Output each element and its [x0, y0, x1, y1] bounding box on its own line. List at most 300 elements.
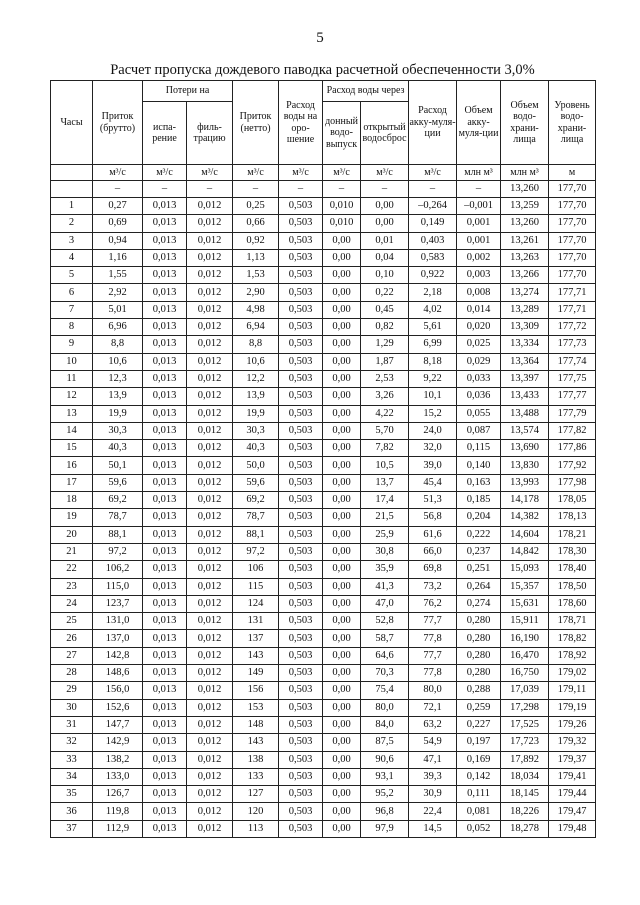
table-cell: 15,2 — [409, 405, 457, 422]
table-cell: 0,115 — [457, 440, 501, 457]
table-cell: 177,92 — [549, 457, 596, 474]
table-cell: 30,8 — [361, 543, 409, 560]
table-cell: 13,260 — [501, 215, 549, 232]
table-cell: 0,012 — [187, 336, 233, 353]
table-cell: 0,012 — [187, 751, 233, 768]
table-cell: 0,013 — [143, 284, 187, 301]
table-cell: 13,397 — [501, 370, 549, 387]
table-cell: 0,013 — [143, 768, 187, 785]
table-cell: 0,012 — [187, 665, 233, 682]
table-cell: 0,012 — [187, 474, 233, 491]
table-cell: 13,830 — [501, 457, 549, 474]
table-cell: 177,82 — [549, 422, 596, 439]
table-row — [51, 561, 596, 578]
table-cell: 178,05 — [549, 492, 596, 509]
table-row — [51, 751, 596, 768]
header-discharge-via: Расход воды через — [323, 81, 409, 102]
table-cell: 69,2 — [233, 492, 279, 509]
header-bottom-outlet: донный водо-выпуск — [323, 102, 361, 165]
table-cell: 22,4 — [409, 803, 457, 820]
table-cell: 0,280 — [457, 665, 501, 682]
table-cell: 13,433 — [501, 388, 549, 405]
table-cell: 0,00 — [361, 198, 409, 215]
table-cell: 0,00 — [361, 215, 409, 232]
table-row — [51, 284, 596, 301]
table-cell: 0,280 — [457, 630, 501, 647]
table-cell: 0,00 — [323, 595, 361, 612]
table-cell: 45,4 — [409, 474, 457, 491]
table-cell: 0,014 — [457, 301, 501, 318]
table-row — [51, 647, 596, 664]
table-cell: 178,21 — [549, 526, 596, 543]
table-cell: 8,8 — [233, 336, 279, 353]
table-cell: 97,9 — [361, 820, 409, 837]
hour-cell: 29 — [51, 682, 93, 699]
hour-cell: 15 — [51, 440, 93, 457]
table-cell: 0,013 — [143, 509, 187, 526]
table-cell: 8,8 — [93, 336, 143, 353]
table-cell: 13,259 — [501, 198, 549, 215]
table-cell: – — [457, 181, 501, 198]
table-cell: 0,012 — [187, 803, 233, 820]
table-cell: 0,012 — [187, 215, 233, 232]
table-cell: 177,71 — [549, 301, 596, 318]
table-cell: 70,3 — [361, 665, 409, 682]
table-row — [51, 768, 596, 785]
table-cell: 0,012 — [187, 820, 233, 837]
unit-cell: м³/с — [93, 165, 143, 181]
table-cell: 0,00 — [323, 613, 361, 630]
table-cell: 12,2 — [233, 370, 279, 387]
table-cell: 178,40 — [549, 561, 596, 578]
table-cell: 16,190 — [501, 630, 549, 647]
table-cell: 0,012 — [187, 492, 233, 509]
table-cell: 6,96 — [93, 319, 143, 336]
table-cell: 0,013 — [143, 578, 187, 595]
hour-cell: 5 — [51, 267, 93, 284]
table-cell: 58,7 — [361, 630, 409, 647]
table-cell: 0,013 — [143, 647, 187, 664]
table-cell: 0,012 — [187, 232, 233, 249]
hour-cell: 11 — [51, 370, 93, 387]
table-cell: 177,70 — [549, 198, 596, 215]
table-cell: 177,72 — [549, 319, 596, 336]
table-cell: 16,750 — [501, 665, 549, 682]
table-cell: 8,18 — [409, 353, 457, 370]
table-cell: 66,0 — [409, 543, 457, 560]
table-cell: 0,288 — [457, 682, 501, 699]
table-cell: 0,013 — [143, 198, 187, 215]
table-row — [51, 422, 596, 439]
table-cell: – — [93, 181, 143, 198]
table-cell: 0,503 — [279, 613, 323, 630]
table-cell: 0,012 — [187, 786, 233, 803]
table-row — [51, 319, 596, 336]
table-cell: 0,922 — [409, 267, 457, 284]
table-cell: 126,7 — [93, 786, 143, 803]
table-cell: 112,9 — [93, 820, 143, 837]
table-cell: 0,227 — [457, 716, 501, 733]
table-cell: 87,5 — [361, 734, 409, 751]
hour-cell: 14 — [51, 422, 93, 439]
table-cell: 0,503 — [279, 561, 323, 578]
table-cell: 78,7 — [233, 509, 279, 526]
unit-cell: м³/с — [233, 165, 279, 181]
table-cell: 15,357 — [501, 578, 549, 595]
table-cell: 0,010 — [323, 215, 361, 232]
table-cell: 0,013 — [143, 786, 187, 803]
header-evaporation: испа-рение — [143, 102, 187, 165]
table-cell: 131,0 — [93, 613, 143, 630]
table-cell: 0,00 — [323, 716, 361, 733]
table-cell: 123,7 — [93, 595, 143, 612]
table-cell: 13,9 — [233, 388, 279, 405]
table-cell: 13,334 — [501, 336, 549, 353]
table-cell: 138,2 — [93, 751, 143, 768]
table-row — [51, 457, 596, 474]
table-cell: 10,1 — [409, 388, 457, 405]
table-cell: 0,013 — [143, 630, 187, 647]
table-cell: 148 — [233, 716, 279, 733]
table-cell: 0,013 — [143, 405, 187, 422]
table-cell: 0,503 — [279, 595, 323, 612]
table-cell: 0,264 — [457, 578, 501, 595]
table-cell: 0,012 — [187, 734, 233, 751]
table-cell: 0,00 — [323, 786, 361, 803]
table-cell: 7,82 — [361, 440, 409, 457]
table-cell: 0,013 — [143, 699, 187, 716]
table-cell: 0,012 — [187, 647, 233, 664]
table-cell: 0,013 — [143, 543, 187, 560]
table-cell: 137 — [233, 630, 279, 647]
table-cell: –0,001 — [457, 198, 501, 215]
table-cell: 148,6 — [93, 665, 143, 682]
table-cell: 0,503 — [279, 336, 323, 353]
table-cell: 41,3 — [361, 578, 409, 595]
table-cell: 13,263 — [501, 249, 549, 266]
table-cell: 0,503 — [279, 353, 323, 370]
hour-cell: 37 — [51, 820, 93, 837]
table-cell: 178,13 — [549, 509, 596, 526]
table-cell: 0,503 — [279, 630, 323, 647]
table-cell: 1,16 — [93, 249, 143, 266]
table-cell: 143 — [233, 734, 279, 751]
table-cell: 13,266 — [501, 267, 549, 284]
table-cell: 0,00 — [323, 699, 361, 716]
table-cell: 0,012 — [187, 543, 233, 560]
table-cell: 80,0 — [361, 699, 409, 716]
table-cell: 0,012 — [187, 388, 233, 405]
hour-cell: 10 — [51, 353, 93, 370]
table-cell: 0,280 — [457, 613, 501, 630]
hour-cell: 3 — [51, 232, 93, 249]
table-cell: 177,70 — [549, 181, 596, 198]
table-cell: 0,503 — [279, 249, 323, 266]
table-cell: 24,0 — [409, 422, 457, 439]
table-cell: 106 — [233, 561, 279, 578]
table-row — [51, 388, 596, 405]
table-cell: 13,261 — [501, 232, 549, 249]
table-cell: 0,10 — [361, 267, 409, 284]
table-cell: 0,274 — [457, 595, 501, 612]
table-cell: 0,008 — [457, 284, 501, 301]
table-cell: 0,140 — [457, 457, 501, 474]
table-cell: 88,1 — [93, 526, 143, 543]
table-cell: 17,723 — [501, 734, 549, 751]
table-cell: 0,00 — [323, 751, 361, 768]
table-cell: 13,364 — [501, 353, 549, 370]
table-cell: 0,503 — [279, 474, 323, 491]
table-cell: 0,013 — [143, 249, 187, 266]
table-cell: 52,8 — [361, 613, 409, 630]
table-cell: 178,60 — [549, 595, 596, 612]
table-cell: 80,0 — [409, 682, 457, 699]
table-cell: 0,00 — [323, 232, 361, 249]
unit-cell: м³/с — [409, 165, 457, 181]
unit-hours — [51, 165, 93, 181]
table-row — [51, 786, 596, 803]
table-cell: 106,2 — [93, 561, 143, 578]
table-cell: 0,22 — [361, 284, 409, 301]
table-row — [51, 198, 596, 215]
hour-cell: 17 — [51, 474, 93, 491]
hour-cell: 36 — [51, 803, 93, 820]
table-cell: 177,70 — [549, 267, 596, 284]
hour-cell: 24 — [51, 595, 93, 612]
table-cell: 0,012 — [187, 578, 233, 595]
table-cell: 17,4 — [361, 492, 409, 509]
table-row — [51, 682, 596, 699]
header-reservoir-volume: Объем водо-храни-лища — [501, 81, 549, 165]
table-cell: 93,1 — [361, 768, 409, 785]
table-cell: 0,503 — [279, 543, 323, 560]
table-cell: 0,00 — [323, 474, 361, 491]
table-cell: 3,26 — [361, 388, 409, 405]
table-cell: 178,50 — [549, 578, 596, 595]
table-title: Расчет пропуска дождевого паводка расчетной обеспеченности 3,0% — [110, 62, 535, 78]
table-cell: 18,226 — [501, 803, 549, 820]
table-cell: 40,3 — [233, 440, 279, 457]
table-cell: 35,9 — [361, 561, 409, 578]
table-body — [51, 181, 596, 838]
table-cell: 0,036 — [457, 388, 501, 405]
table-cell: 179,19 — [549, 699, 596, 716]
table-cell: 0,012 — [187, 440, 233, 457]
table-cell: 0,013 — [143, 301, 187, 318]
table-cell: 4,22 — [361, 405, 409, 422]
table-cell: 2,92 — [93, 284, 143, 301]
table-cell: 0,185 — [457, 492, 501, 509]
unit-cell: м³/с — [361, 165, 409, 181]
hour-cell — [51, 181, 93, 198]
table-cell: 0,012 — [187, 768, 233, 785]
hour-cell: 4 — [51, 249, 93, 266]
table-cell: 6,99 — [409, 336, 457, 353]
table-cell: 133,0 — [93, 768, 143, 785]
table-row — [51, 543, 596, 560]
table-cell: 0,00 — [323, 543, 361, 560]
table-row — [51, 613, 596, 630]
table-cell: 10,6 — [93, 353, 143, 370]
table-cell: 127 — [233, 786, 279, 803]
table-cell: 16,470 — [501, 647, 549, 664]
table-cell: 0,503 — [279, 301, 323, 318]
table-cell: 0,012 — [187, 613, 233, 630]
hour-cell: 30 — [51, 699, 93, 716]
header-accum-flow: Расход акку-муля-ции — [409, 81, 457, 165]
table-cell: 50,1 — [93, 457, 143, 474]
table-cell: 14,382 — [501, 509, 549, 526]
table-cell: 17,039 — [501, 682, 549, 699]
table-cell: 177,70 — [549, 232, 596, 249]
hour-cell: 13 — [51, 405, 93, 422]
table-cell: 56,8 — [409, 509, 457, 526]
table-cell: 0,013 — [143, 336, 187, 353]
table-cell: 15,093 — [501, 561, 549, 578]
table-cell: 113 — [233, 820, 279, 837]
table-row — [51, 665, 596, 682]
table-cell: 0,92 — [233, 232, 279, 249]
table-cell: 0,251 — [457, 561, 501, 578]
table-cell: 0,012 — [187, 198, 233, 215]
table-cell: 13,7 — [361, 474, 409, 491]
table-cell: 0,013 — [143, 665, 187, 682]
hour-cell: 16 — [51, 457, 93, 474]
table-cell: 0,012 — [187, 457, 233, 474]
table-cell: 0,012 — [187, 595, 233, 612]
table-cell: 149 — [233, 665, 279, 682]
unit-cell: млн м³ — [457, 165, 501, 181]
table-cell: 40,3 — [93, 440, 143, 457]
table-cell: 179,02 — [549, 665, 596, 682]
table-cell: 0,012 — [187, 249, 233, 266]
table-cell: 0,012 — [187, 716, 233, 733]
table-cell: 0,222 — [457, 526, 501, 543]
table-cell: 0,00 — [323, 284, 361, 301]
unit-cell: м³/с — [323, 165, 361, 181]
table-cell: 179,47 — [549, 803, 596, 820]
table-cell: 0,197 — [457, 734, 501, 751]
table-cell: 0,45 — [361, 301, 409, 318]
header-spillway: открытый водосброс — [361, 102, 409, 165]
table-row — [51, 595, 596, 612]
table-cell: 0,013 — [143, 820, 187, 837]
table-cell: 0,013 — [143, 474, 187, 491]
hour-cell: 23 — [51, 578, 93, 595]
table-cell: 143 — [233, 647, 279, 664]
table-cell: 13,993 — [501, 474, 549, 491]
table-cell: 177,74 — [549, 353, 596, 370]
table-cell: 19,9 — [93, 405, 143, 422]
table-cell: 76,2 — [409, 595, 457, 612]
table-cell: 137,0 — [93, 630, 143, 647]
table-cell: 0,087 — [457, 422, 501, 439]
table-row — [51, 353, 596, 370]
unit-cell: м³/с — [279, 165, 323, 181]
table-cell: 0,00 — [323, 665, 361, 682]
table-cell: 0,012 — [187, 699, 233, 716]
table-cell: 0,081 — [457, 803, 501, 820]
table-cell: 0,012 — [187, 370, 233, 387]
table-row — [51, 526, 596, 543]
table-cell: 0,012 — [187, 284, 233, 301]
header-inflow-gross: Приток (брутто) — [93, 81, 143, 165]
table-cell: 0,503 — [279, 578, 323, 595]
table-cell: 0,001 — [457, 215, 501, 232]
table-cell: 69,8 — [409, 561, 457, 578]
table-cell: 0,00 — [323, 561, 361, 578]
table-cell: 9,22 — [409, 370, 457, 387]
hour-cell: 8 — [51, 319, 93, 336]
table-cell: 0,503 — [279, 284, 323, 301]
table-cell: 156,0 — [93, 682, 143, 699]
table-cell: 17,298 — [501, 699, 549, 716]
table-cell: 13,274 — [501, 284, 549, 301]
table-cell: 0,012 — [187, 682, 233, 699]
table-cell: 0,27 — [93, 198, 143, 215]
table-cell: 0,00 — [323, 457, 361, 474]
table-cell: 13,9 — [93, 388, 143, 405]
table-row — [51, 440, 596, 457]
table-cell: 0,503 — [279, 509, 323, 526]
table-cell: 97,2 — [233, 543, 279, 560]
hour-cell: 20 — [51, 526, 93, 543]
table-cell: 73,2 — [409, 578, 457, 595]
hour-cell: 9 — [51, 336, 93, 353]
table-cell: 115 — [233, 578, 279, 595]
table-cell: 0,020 — [457, 319, 501, 336]
table-cell: 47,1 — [409, 751, 457, 768]
table-cell: – — [143, 181, 187, 198]
table-cell: 177,71 — [549, 284, 596, 301]
header-irrigation: Расход воды на оро-шение — [279, 81, 323, 165]
table-cell: 19,9 — [233, 405, 279, 422]
table-row — [51, 820, 596, 837]
table-cell: 142,9 — [93, 734, 143, 751]
hour-cell: 25 — [51, 613, 93, 630]
table-row — [51, 716, 596, 733]
table-cell: 51,3 — [409, 492, 457, 509]
table-cell: 0,013 — [143, 682, 187, 699]
table-cell: 13,574 — [501, 422, 549, 439]
table-cell: 0,00 — [323, 353, 361, 370]
table-cell: 152,6 — [93, 699, 143, 716]
hour-cell: 19 — [51, 509, 93, 526]
table-cell: 1,55 — [93, 267, 143, 284]
table-cell: 0,013 — [143, 526, 187, 543]
table-cell: 0,503 — [279, 665, 323, 682]
table-cell: 0,503 — [279, 388, 323, 405]
table-cell: 0,00 — [323, 820, 361, 837]
unit-cell: млн м³ — [501, 165, 549, 181]
table-cell: – — [409, 181, 457, 198]
table-cell: 0,503 — [279, 699, 323, 716]
table-cell: 0,052 — [457, 820, 501, 837]
table-cell: 1,29 — [361, 336, 409, 353]
table-cell: 32,0 — [409, 440, 457, 457]
table-cell: 0,00 — [323, 492, 361, 509]
header-inflow-net: Приток (нетто) — [233, 81, 279, 165]
table-cell: 4,02 — [409, 301, 457, 318]
hour-cell: 26 — [51, 630, 93, 647]
table-cell: 0,013 — [143, 613, 187, 630]
table-cell: 0,013 — [143, 215, 187, 232]
table-cell: 138 — [233, 751, 279, 768]
table-cell: 179,37 — [549, 751, 596, 768]
table-cell: 0,503 — [279, 716, 323, 733]
table-cell: 0,013 — [143, 751, 187, 768]
table-cell: 0,00 — [323, 734, 361, 751]
